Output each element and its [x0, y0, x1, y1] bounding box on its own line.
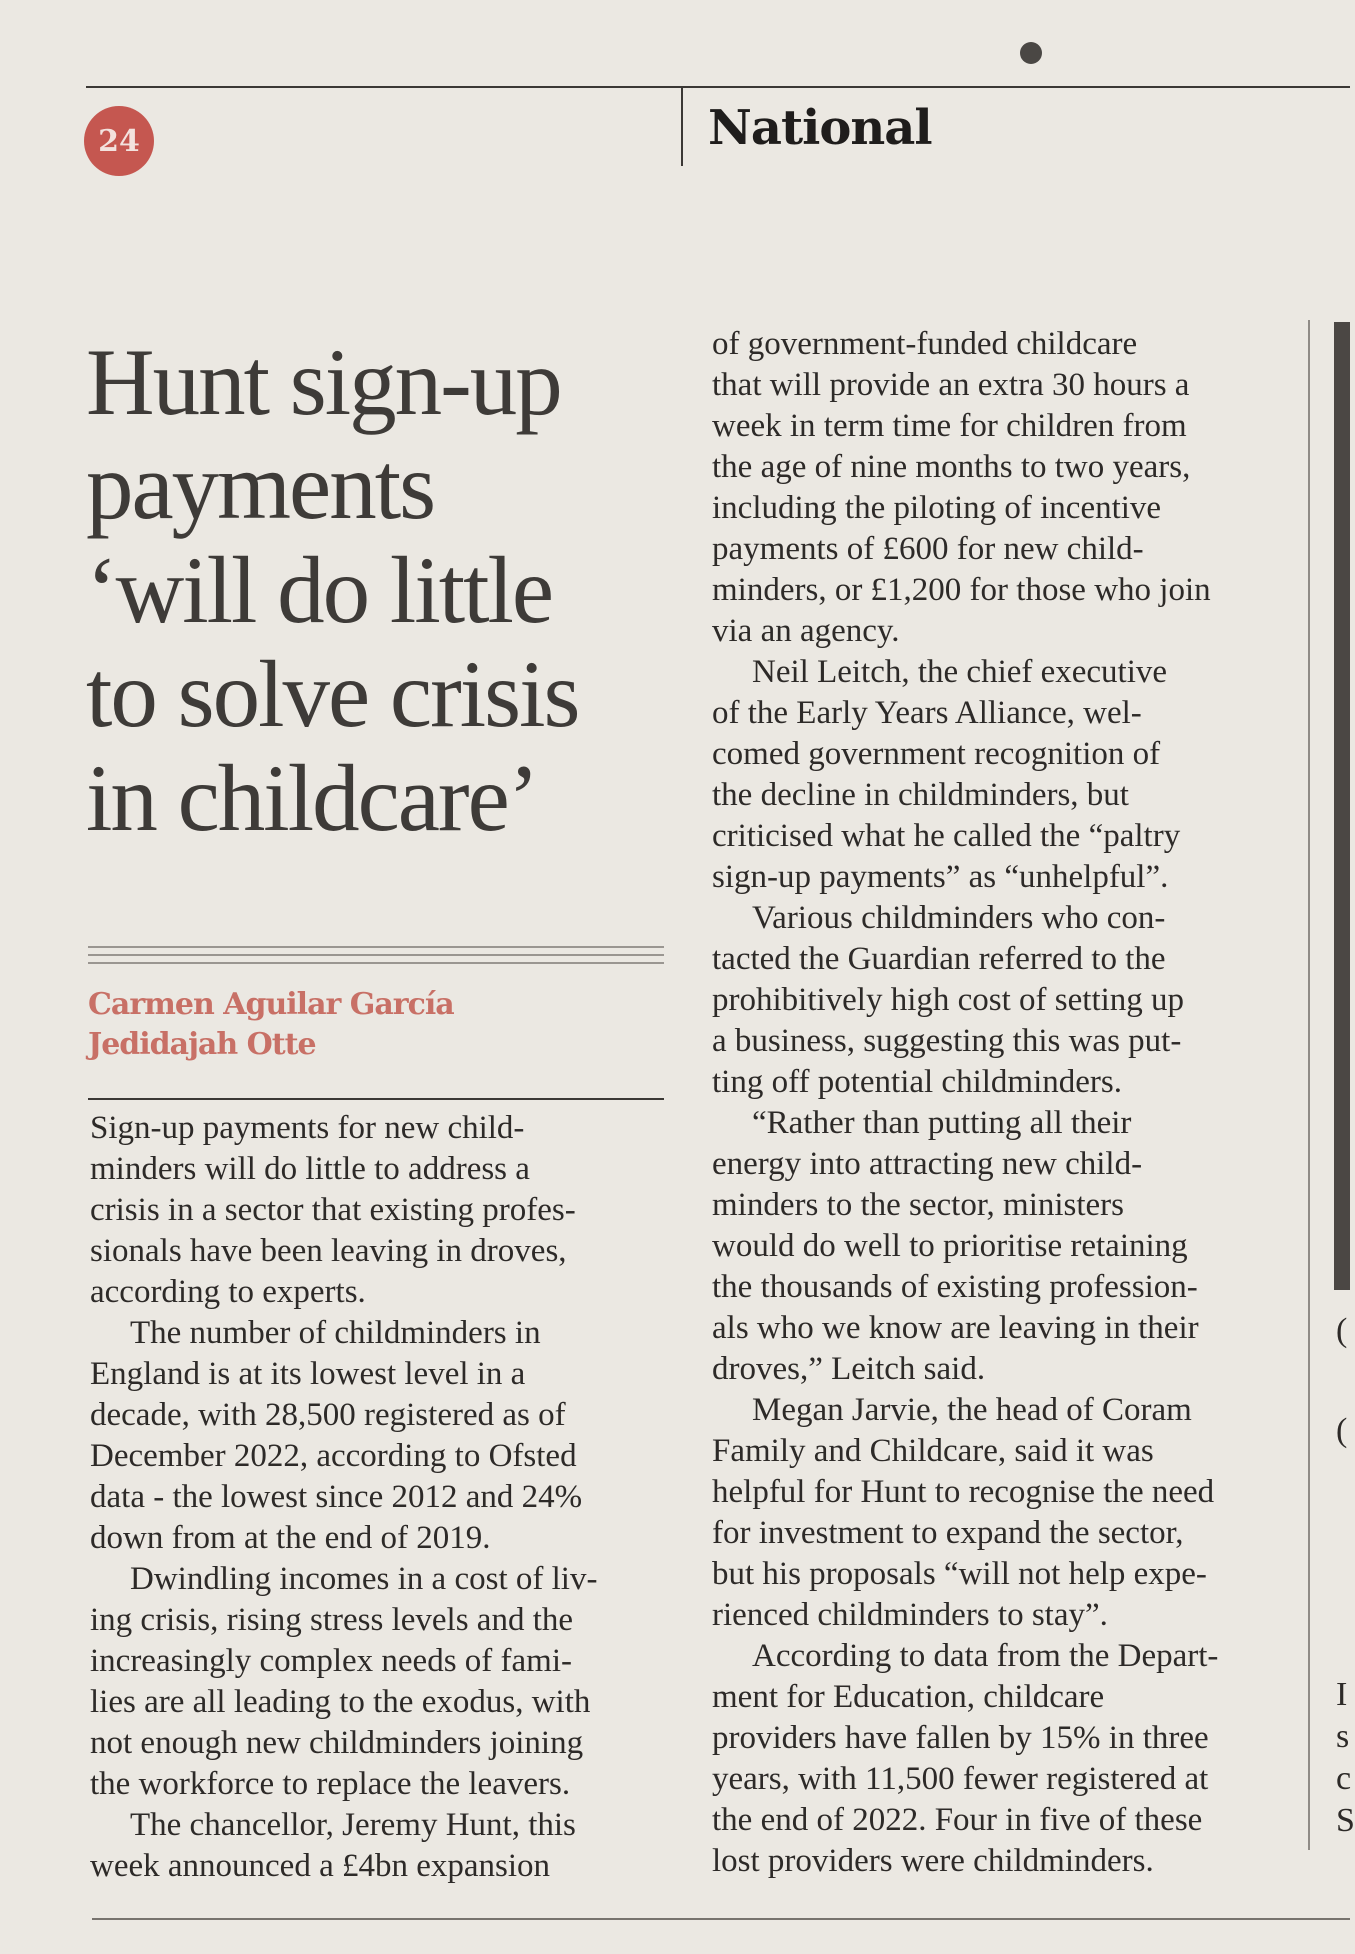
text-line: The number of childminders in	[130, 1315, 541, 1351]
text-line: Family and Childcare, said it was	[712, 1433, 1154, 1469]
text-line: crisis in a sector that existing profes-	[90, 1192, 576, 1228]
text-line: Various childminders who con-	[752, 900, 1166, 936]
text-line: of the Early Years Alliance, wel-	[712, 695, 1142, 731]
text-line: week announced a £4bn expansion	[90, 1848, 551, 1884]
text-line: of government-funded childcare	[712, 326, 1138, 362]
text-line: Neil Leitch, the chief executive	[752, 654, 1168, 690]
text-line: providers have fallen by 15% in three	[712, 1720, 1209, 1756]
text-line: rienced childminders to stay”.	[712, 1597, 1108, 1633]
text-line: According to data from the Depart-	[752, 1638, 1219, 1674]
byline-rules	[88, 946, 664, 970]
adjacent-article-shade	[1334, 322, 1350, 1290]
headline-line: payments	[86, 433, 435, 539]
header-rule	[86, 86, 1350, 88]
author-name: Carmen Aguilar García	[88, 987, 454, 1022]
text-line: but his proposals “will not help expe-	[712, 1556, 1207, 1592]
adjacent-text-fragment: s	[1336, 1718, 1350, 1755]
text-line: “Rather than putting all their	[752, 1105, 1132, 1141]
text-line: minders, or £1,200 for those who join	[712, 572, 1211, 608]
text-line: down from at the end of 2019.	[90, 1520, 491, 1556]
text-line: ing crisis, rising stress levels and the	[90, 1602, 574, 1638]
binding-hole	[1020, 42, 1042, 64]
headline-line: to solve crisis	[86, 641, 579, 747]
byline-underline	[88, 1098, 664, 1100]
adjacent-text-fragment: (	[1336, 1312, 1348, 1349]
text-line: week in term time for children from	[712, 408, 1187, 444]
headline-line: Hunt sign-up	[86, 329, 561, 435]
text-line: minders will do little to address a	[90, 1151, 530, 1187]
text-line: the workforce to replace the leavers.	[90, 1766, 571, 1802]
headline	[86, 330, 686, 850]
text-line: England is at its lowest level in a	[90, 1356, 526, 1392]
text-line: the decline in childminders, but	[712, 777, 1129, 813]
text-line: helpful for Hunt to recognise the need	[712, 1474, 1215, 1510]
section-divider	[681, 86, 683, 166]
adjacent-text-fragment: (	[1336, 1412, 1348, 1449]
text-line: lies are all leading to the exodus, with	[90, 1684, 591, 1720]
text-line: years, with 11,500 fewer registered at	[712, 1761, 1209, 1797]
text-line: decade, with 28,500 registered as of	[90, 1397, 566, 1433]
text-line: prohibitively high cost of setting up	[712, 982, 1185, 1018]
text-line: ment for Education, childcare	[712, 1679, 1105, 1715]
text-line: The chancellor, Jeremy Hunt, this	[130, 1807, 576, 1843]
text-line: comed government recognition of	[712, 736, 1161, 772]
text-line: the thousands of existing profession-	[712, 1269, 1198, 1305]
text-line: including the piloting of incentive	[712, 490, 1162, 526]
text-line: data - the lowest since 2012 and 24%	[90, 1479, 583, 1515]
text-line: via an agency.	[712, 613, 900, 649]
text-line: a business, suggesting this was put-	[712, 1023, 1182, 1059]
text-line: droves,” Leitch said.	[712, 1351, 986, 1387]
headline-line: ‘will do little	[86, 537, 553, 643]
text-line: not enough new childminders joining	[90, 1725, 584, 1761]
text-line: the end of 2022. Four in five of these	[712, 1802, 1203, 1838]
adjacent-text-fragment: c	[1336, 1760, 1352, 1797]
text-line: lost providers were childminders.	[712, 1843, 1154, 1879]
headline-line: in childcare’	[86, 745, 538, 851]
text-line: als who we know are leaving in their	[712, 1310, 1199, 1346]
text-line: December 2022, according to Ofsted	[90, 1438, 577, 1474]
adjacent-text-fragment: S	[1336, 1802, 1355, 1839]
section-name: National	[708, 100, 932, 156]
text-line: the age of nine months to two years,	[712, 449, 1191, 485]
adjacent-text-fragment: I	[1336, 1676, 1348, 1713]
footer-rule	[92, 1918, 1350, 1920]
text-line: payments of £600 for new child-	[712, 531, 1144, 567]
rule-line	[88, 946, 664, 948]
text-line: for investment to expand the sector,	[712, 1515, 1184, 1551]
article-column-2	[712, 324, 1302, 1882]
text-line: tacted the Guardian referred to the	[712, 941, 1166, 977]
author-name: Jedidajah Otte	[88, 1027, 316, 1062]
text-line: that will provide an extra 30 hours a	[712, 367, 1190, 403]
text-line: energy into attracting new child-	[712, 1146, 1143, 1182]
text-line: increasingly complex needs of fami-	[90, 1643, 572, 1679]
text-line: sionals have been leaving in droves,	[90, 1233, 567, 1269]
text-line: criticised what he called the “paltry	[712, 818, 1181, 854]
text-line: minders to the sector, ministers	[712, 1187, 1125, 1223]
text-line: would do well to prioritise retaining	[712, 1228, 1188, 1264]
rule-line	[88, 962, 664, 964]
page-number-badge: 24	[84, 106, 154, 176]
column-rule	[1308, 320, 1310, 1850]
article-column-1	[90, 1108, 670, 1887]
text-line: Dwindling incomes in a cost of liv-	[130, 1561, 598, 1597]
byline	[88, 985, 454, 1065]
text-line: ting off potential childminders.	[712, 1064, 1122, 1100]
text-line: sign-up payments” as “unhelpful”.	[712, 859, 1169, 895]
text-line: according to experts.	[90, 1274, 366, 1310]
text-line: Sign-up payments for new child-	[90, 1110, 525, 1146]
rule-line	[88, 954, 664, 956]
text-line: Megan Jarvie, the head of Coram	[752, 1392, 1192, 1428]
